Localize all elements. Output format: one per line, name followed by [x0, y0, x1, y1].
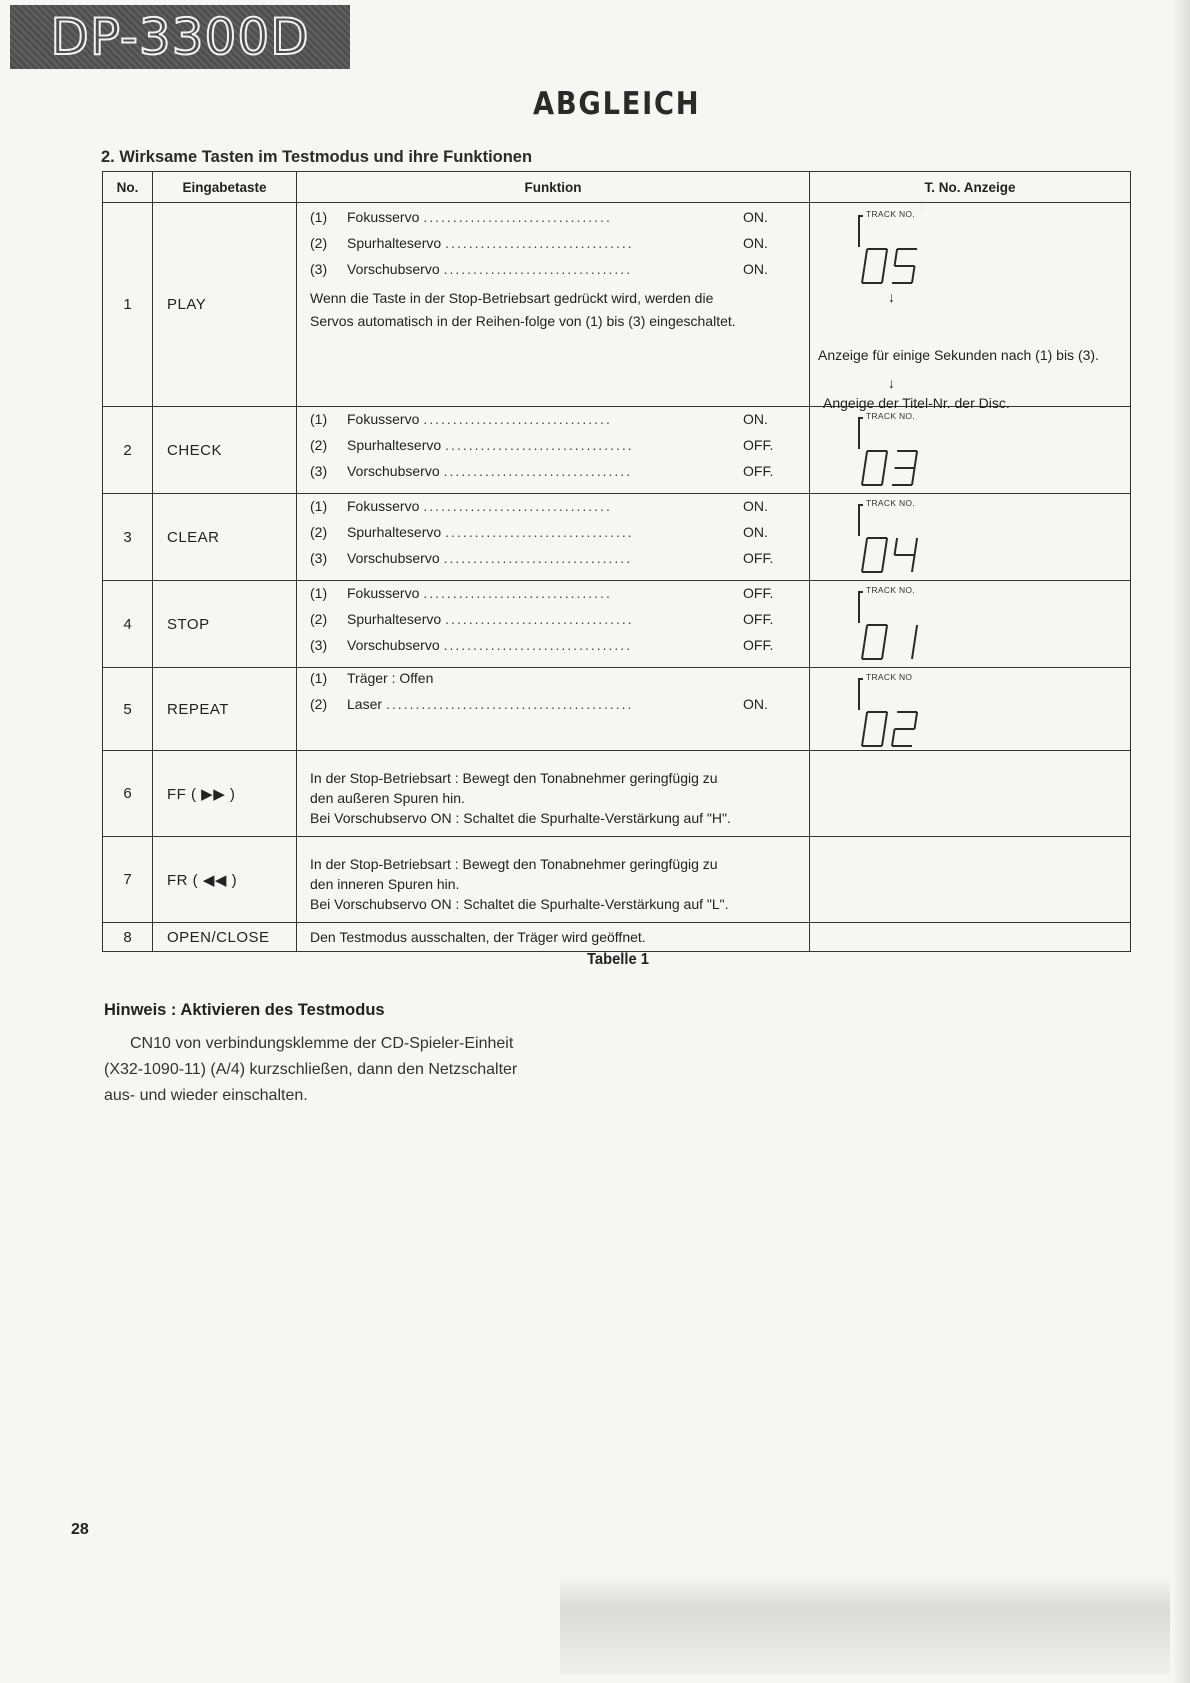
segment-c	[882, 729, 885, 746]
segment-e	[862, 266, 865, 283]
servo-line: (3) Vorschubservo ................................ OFF.	[310, 550, 774, 566]
header-function: Funktion	[297, 172, 810, 203]
row-number: 7	[103, 837, 153, 923]
segment-b	[915, 538, 918, 555]
row-function	[297, 407, 810, 494]
row-key: CLEAR	[153, 494, 297, 581]
row-key: PLAY	[153, 203, 297, 407]
segment-c	[882, 468, 885, 485]
header-display: T. No. Anzeige	[810, 172, 1131, 203]
arrow-icon: ↓	[888, 375, 895, 391]
bleed-through-texture: ▒	[920, 200, 927, 211]
segment-b	[885, 538, 888, 555]
servo-line: (3) Vorschubservo ................................ OFF.	[310, 463, 774, 479]
row-function: In der Stop-Betriebsart : Bewegt den Tonabnehmer geringfügig zu den inneren Spuren hin. Bei Vorschubservo ON : Schaltet die Spurhalte-Verstärkung auf "L".	[297, 837, 810, 923]
digit-5	[892, 249, 917, 283]
segment-b	[885, 451, 888, 468]
segment-c	[882, 555, 885, 572]
track-label: TRACK NO.	[866, 585, 915, 595]
row-function: In der Stop-Betriebsart : Bewegt den Tonabnehmer geringfügig zu den außeren Spuren hin. Bei Vorschubservo ON : Schaltet die Spurhalte-Verstärkung auf "H".	[297, 751, 810, 837]
servo-line: (1) Fokusservo ................................ ON.	[310, 498, 768, 514]
digit-0	[862, 712, 887, 746]
segment-e	[892, 729, 895, 746]
servo-line: (1) Fokusservo ................................ ON.	[310, 411, 768, 427]
row-key: CHECK	[153, 407, 297, 494]
track-label: TRACK NO.	[866, 411, 915, 421]
segment-b	[885, 625, 888, 642]
row-note: Wenn die Taste in der Stop-Betriebsart gedrückt wird, werden die Servos automatisch in der Reihen-folge von (1) bis (3) eingeschaltet.	[310, 290, 736, 329]
row-display	[810, 668, 1131, 751]
digit-2	[892, 712, 917, 746]
table-row	[103, 203, 1131, 407]
table-row	[103, 923, 1131, 952]
page-heading: ABGLEICH	[533, 86, 701, 122]
servo-line: (2) Laser .......................................... ON.	[310, 696, 768, 712]
digit-0	[862, 451, 887, 485]
row-number: 8	[103, 923, 153, 952]
table-caption: Tabelle 1	[587, 951, 649, 968]
page-number: 28	[71, 1521, 89, 1538]
digit-glyphs	[862, 249, 917, 283]
segment-c	[882, 642, 885, 659]
row-function: Den Testmodus ausschalten, der Träger wird geöffnet.	[297, 923, 810, 952]
seven-segment-digits	[858, 536, 928, 576]
segment-f	[865, 712, 868, 729]
segment-f	[865, 625, 868, 642]
seven-segment-digits	[858, 247, 928, 287]
segment-f	[895, 249, 898, 266]
segment-f	[865, 538, 868, 555]
row-function	[297, 581, 810, 668]
row-key-fast-rewind: FR ( ◀◀ )	[153, 837, 297, 923]
row-display	[810, 494, 1131, 581]
segment-c	[912, 555, 915, 572]
servo-line: (2) Spurhalteservo ................................ ON.	[310, 524, 768, 540]
digit-glyphs	[862, 712, 917, 746]
row-key-fast-forward: FF ( ▶▶ )	[153, 751, 297, 837]
segment-c	[912, 266, 915, 283]
table-row	[103, 751, 1131, 837]
digit-0	[862, 625, 887, 659]
digit-glyphs	[862, 451, 917, 485]
digit-glyphs	[862, 538, 917, 572]
track-label: TRACK NO	[866, 672, 913, 682]
page-edge-shadow	[1172, 0, 1190, 1683]
segment-e	[862, 555, 865, 572]
servo-line: (3) Vorschubservo ................................ OFF.	[310, 637, 774, 653]
row-function	[297, 203, 810, 407]
row-number: 2	[103, 407, 153, 494]
digit-3	[892, 451, 917, 485]
test-mode-table	[102, 171, 1131, 952]
digit-1	[912, 625, 917, 659]
display-note: Anzeige für einige Sekunden nach (1) bis (3).	[818, 347, 1099, 363]
row-key: STOP	[153, 581, 297, 668]
model-badge	[10, 5, 350, 69]
row-number: 1	[103, 203, 153, 407]
segment-c	[882, 266, 885, 283]
segment-e	[862, 642, 865, 659]
digit-4	[895, 538, 918, 572]
section-title: 2. Wirksame Tasten im Testmodus und ihre Funktionen	[101, 148, 533, 166]
hint-title: Hinweis : Aktivieren des Testmodus	[104, 1001, 385, 1019]
segment-b	[915, 712, 918, 729]
header-key: Eingabetaste	[153, 172, 297, 203]
segment-f	[895, 538, 898, 555]
digit-glyphs	[862, 625, 917, 659]
segment-f	[865, 249, 868, 266]
row-function	[297, 668, 810, 751]
row-display-empty	[810, 751, 1131, 837]
seven-segment-digits	[858, 449, 928, 489]
servo-line: (2) Spurhalteservo ................................ ON.	[310, 235, 768, 251]
segment-f	[865, 451, 868, 468]
digit-0	[862, 249, 887, 283]
servo-line: (1) Fokusservo ................................ OFF.	[310, 585, 774, 601]
segment-e	[862, 468, 865, 485]
track-label: TRACK NO.	[866, 209, 915, 219]
table-row	[103, 581, 1131, 668]
display-note: Angeige der Titel-Nr. der Disc.	[823, 395, 1010, 411]
segment-b	[915, 625, 918, 642]
table-row	[103, 494, 1131, 581]
row-number: 4	[103, 581, 153, 668]
servo-line: (1) Träger : Offen	[310, 670, 434, 686]
table-row	[103, 407, 1131, 494]
row-display-empty	[810, 923, 1131, 952]
servo-line: (1) Fokusservo ................................ ON.	[310, 209, 768, 225]
table-row	[103, 668, 1131, 751]
row-display-empty	[810, 837, 1131, 923]
segment-c	[912, 642, 915, 659]
row-display	[810, 581, 1131, 668]
row-key: REPEAT	[153, 668, 297, 751]
arrow-icon: ↓	[888, 289, 895, 305]
servo-line: (2) Spurhalteservo ................................ OFF.	[310, 611, 774, 627]
segment-b	[885, 712, 888, 729]
row-function	[297, 494, 810, 581]
scan-shadow	[560, 1575, 1170, 1675]
table-row	[103, 837, 1131, 923]
row-number: 3	[103, 494, 153, 581]
seven-segment-digits	[858, 623, 928, 663]
segment-b	[915, 451, 918, 468]
table-header-row	[103, 172, 1131, 203]
header-no: No.	[103, 172, 153, 203]
servo-line: (3) Vorschubservo ................................ ON.	[310, 261, 768, 277]
digit-0	[862, 538, 887, 572]
track-label: TRACK NO.	[866, 498, 915, 508]
model-name: DP-3300D	[50, 8, 310, 66]
hint-text: CN10 von verbindungsklemme der CD-Spieler-Einheit (X32-1090-11) (A/4) kurzschließen, dann den Netzschalter aus- und wieder einschalten.	[104, 1035, 518, 1104]
servo-line: (2) Spurhalteservo ................................ OFF.	[310, 437, 774, 453]
row-number: 6	[103, 751, 153, 837]
segment-c	[912, 468, 915, 485]
segment-b	[885, 249, 888, 266]
row-key: OPEN/CLOSE	[153, 923, 297, 952]
seven-segment-digits	[858, 710, 928, 750]
row-number: 5	[103, 668, 153, 751]
row-display	[810, 407, 1131, 494]
segment-e	[862, 729, 865, 746]
row-display	[810, 203, 1131, 411]
